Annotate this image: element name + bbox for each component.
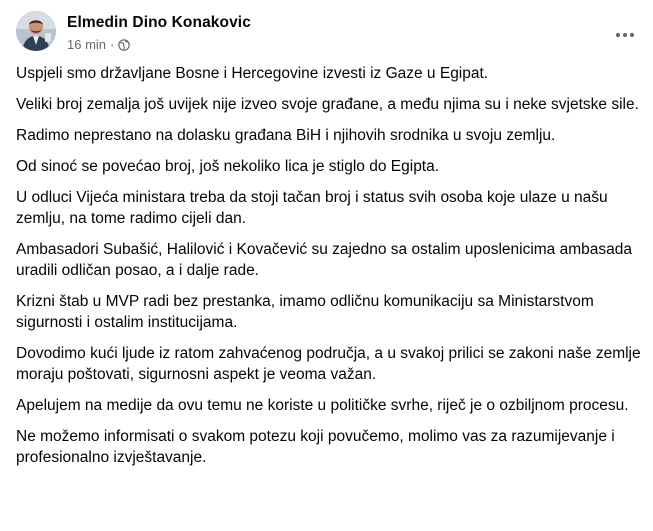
- post-paragraph: U odluci Vijeća ministara treba da stoji tačan broj i status svih osoba koje ulaze u našu zemlju, na tome radimo cijeli dan.: [16, 189, 608, 227]
- post-paragraph: Radimo neprestano na dolasku građana BiH i njihovih srodnika u svoju zemlju.: [16, 127, 556, 144]
- post-paragraph: Ne možemo informisati o svakom potezu koji povučemo, molimo vas za razumijevanje i profesionalno izvještavanje.: [16, 428, 615, 466]
- post-header: [16, 11, 637, 55]
- post-meta: [67, 37, 130, 52]
- post-paragraph: Od sinoć se povećao broj, još nekoliko lica je stiglo do Egipta.: [16, 158, 440, 175]
- author-name[interactable]: Elmedin Dino Konakovic: [67, 14, 251, 31]
- post-timestamp[interactable]: 16 min: [67, 37, 107, 52]
- globe-icon[interactable]: [118, 39, 130, 51]
- post-paragraph: Veliki broj zemalja još uvijek nije izveo svoje građane, a među njima su i neke svjetske sile.: [16, 96, 639, 113]
- avatar[interactable]: [16, 11, 56, 51]
- meta-separator: ·: [110, 37, 115, 52]
- post-paragraph: Dovodimo kući ljude iz ratom zahvaćenog područja, a u svakoj prilici se zakoni naše zemlje moraju poštovati, sigurnosni aspekt je veoma važan.: [16, 345, 641, 383]
- more-options-icon[interactable]: [607, 17, 643, 53]
- post-paragraph: Krizni štab u MVP radi bez prestanka, imamo odličnu komunikaciju sa Ministarstvom sigurnosti i ostalim institucijama.: [16, 293, 594, 331]
- post-paragraph: Ambasadori Subašić, Halilović i Kovačević su zajedno sa ostalim uposlenicima ambasada uradili odličan posao, a i dalje rade.: [16, 241, 632, 279]
- post-paragraph: Uspjeli smo državljane Bosne i Hercegovine izvesti iz Gaze u Egipat.: [16, 65, 489, 82]
- avatar-image: [16, 11, 56, 51]
- post-content: [16, 63, 641, 478]
- post-paragraph: Apelujem na medije da ovu temu ne koriste u političke svrhe, riječ je o ozbiljnom procesu.: [16, 397, 629, 414]
